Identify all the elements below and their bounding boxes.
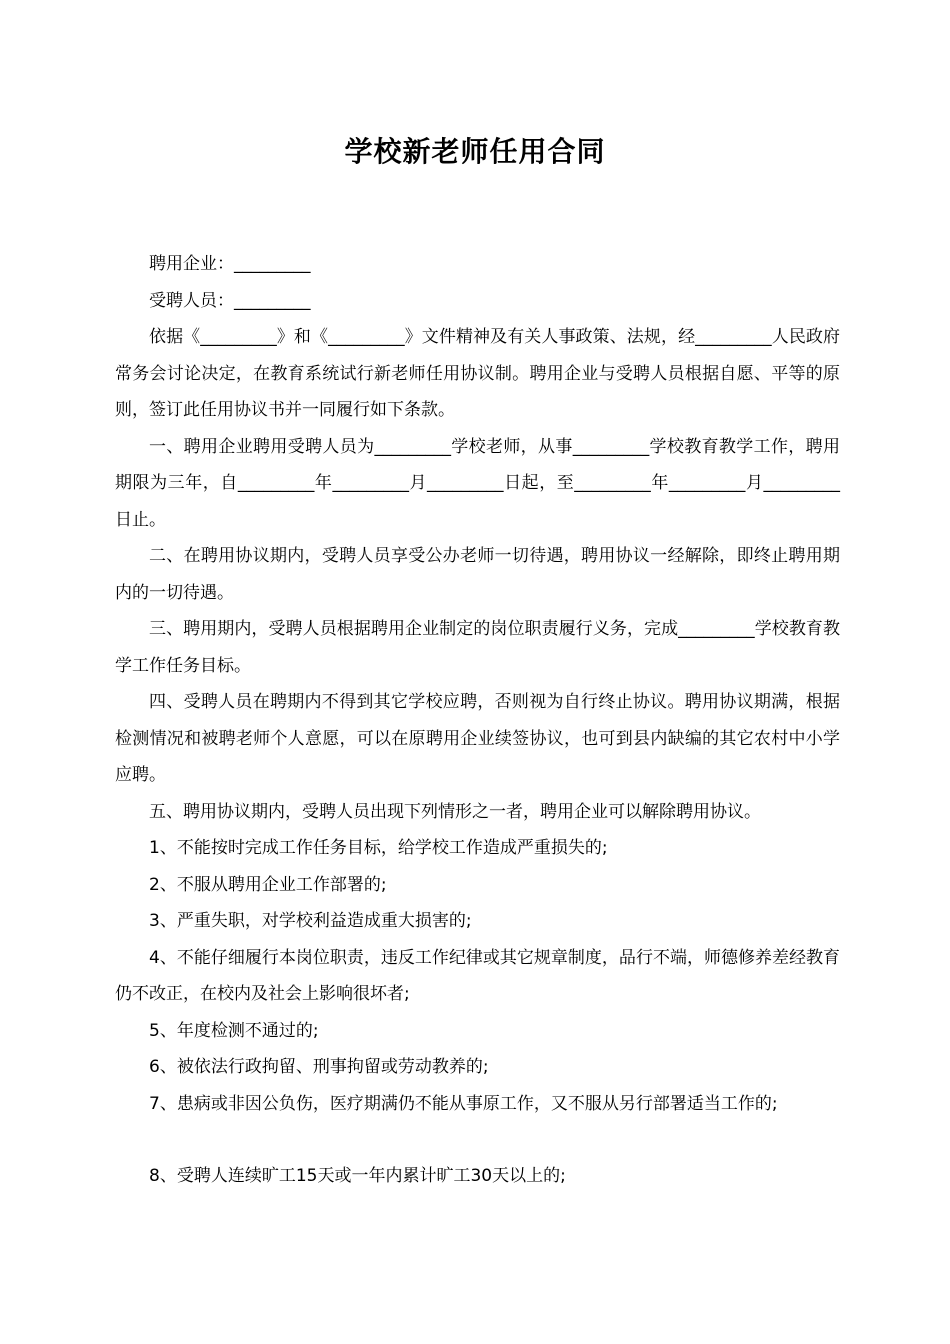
clause-5: 五、聘用协议期内，受聘人员出现下列情形之一者，聘用企业可以解除聘用协议。 [149, 801, 761, 822]
document-title: 学校新老师任用合同 [344, 135, 606, 168]
clause-2: 二、在聘用协议期内，受聘人员享受公办老师一切待遇，聘用协议一经解除，即终止聘用期内的一切待遇。 [115, 546, 840, 603]
list-item: 3、严重失职，对学校利益造成重大损害的; [149, 911, 472, 931]
document-body [115, 246, 840, 1195]
clause-3: 三、聘用期内，受聘人员根据聘用企业制定的岗位职责履行义务，完成_________学校教育教学工作任务目标。 [115, 619, 840, 676]
employer-field: 聘用企业：_________ [149, 254, 311, 274]
list-item: 7、患病或非因公负伤，医疗期满仍不能从事原工作，又不服从另行部署适当工作的; [149, 1093, 778, 1114]
spacer [115, 1122, 840, 1158]
preamble-paragraph: 依据《_________》和《_________》文件精神及有关人事政策、法规，经_________人民政府常务会讨论决定，在教育系统试行新老师任用协议制。聘用企业与受聘人员根据自愿、平等的原则，签订此任用协议书并一同履行如下条款。 [115, 327, 840, 420]
list-item: 6、被依法行政拘留、刑事拘留或劳动教养的; [149, 1057, 489, 1077]
clause-1: 一、聘用企业聘用受聘人员为_________学校老师，从事_________学校教育教学工作，聘用期限为三年，自_________年_________月_________日起，至_________年_________月_________日止。 [115, 436, 840, 530]
employee-field: 受聘人员：_________ [149, 290, 311, 311]
list-item: 1、不能按时完成工作任务目标，给学校工作造成严重损失的; [149, 838, 608, 858]
list-item: 8、受聘人连续旷工15天或一年内累计旷工30天以上的; [149, 1166, 566, 1186]
list-item: 2、不服从聘用企业工作部署的; [149, 874, 387, 895]
list-item: 4、不能仔细履行本岗位职责，违反工作纪律或其它规章制度，品行不端，师德修养差经教育仍不改正，在校内及社会上影响很坏者; [115, 947, 840, 1004]
clause-4: 四、受聘人员在聘期内不得到其它学校应聘，否则视为自行终止协议。聘用协议期满，根据检测情况和被聘老师个人意愿，可以在原聘用企业续签协议，也可到县内缺编的其它农村中小学应聘。 [115, 692, 840, 785]
list-item: 5、年度检测不通过的; [149, 1020, 319, 1041]
